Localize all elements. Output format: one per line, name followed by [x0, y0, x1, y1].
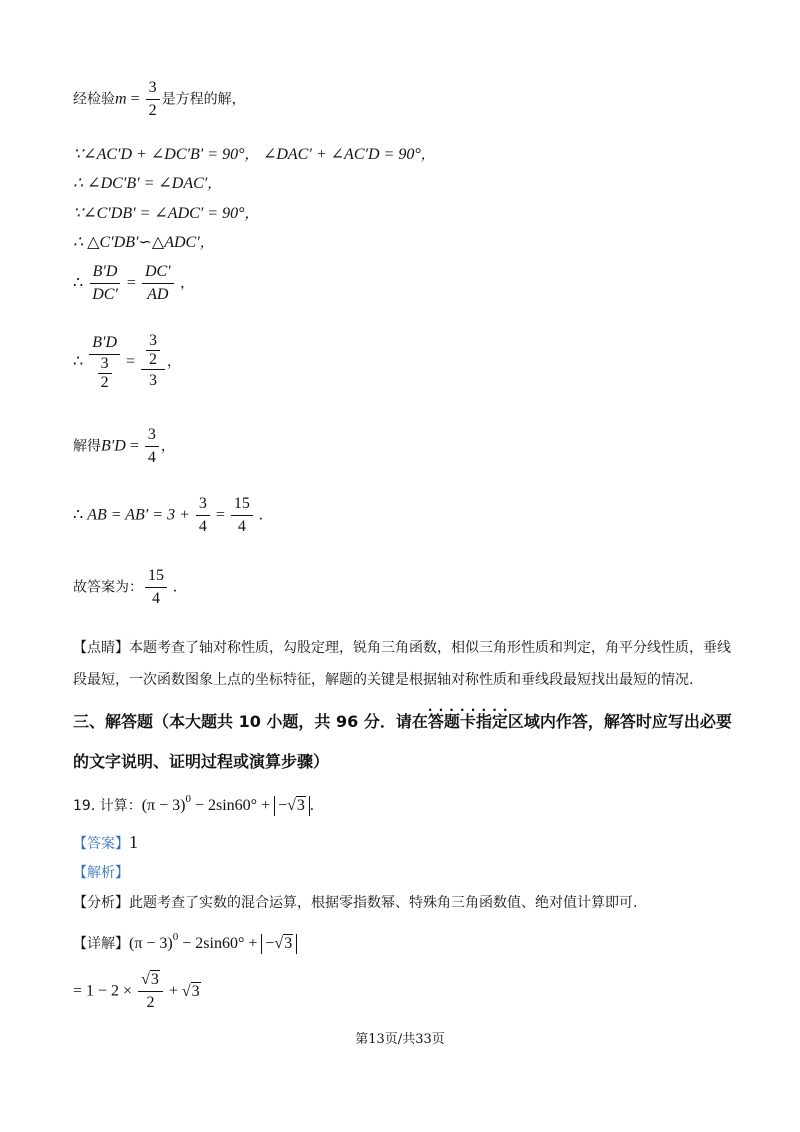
expr-part: − 2sin60° + — [178, 935, 262, 952]
equals: = — [211, 506, 229, 524]
sqrt: √3 — [181, 982, 200, 1000]
denominator: 2 — [146, 994, 155, 1011]
numerator: B′D — [90, 262, 121, 284]
fraction-3-4 — [145, 425, 159, 468]
denominator: 4 — [152, 590, 160, 607]
commentary-text: 本题考查了轴对称性质，勾股定理，锐角三角函数，相似三角形性质和判定，角平分线性质，垂线段最短，一次函数图象上点的坐标特征，解题的关键是根据轴对称性质和垂线段最短找出最短的情况. — [73, 640, 731, 688]
fenxi-tag: 【分析】 — [73, 895, 129, 911]
check-suffix: 是方程的解， — [161, 91, 246, 108]
sqrt: √3 — [287, 797, 305, 814]
question-19 — [73, 789, 314, 816]
angle-eq-2: ∠DAC′ + ∠AC′D = 90° — [262, 146, 421, 163]
punct: ， — [420, 147, 435, 163]
section-heading-part: 三、解答题（本大题共 10 小题，共 96 分．请在 — [73, 712, 428, 731]
fraction-3-2 — [146, 333, 160, 368]
fraction-sqrt3-2 — [138, 970, 163, 1013]
solve-line — [73, 425, 175, 468]
denominator: DC′ — [92, 286, 118, 303]
equals: = — [122, 353, 140, 370]
angle-equal-line — [73, 174, 221, 194]
answer-row — [73, 832, 138, 854]
numerator — [138, 970, 163, 992]
similar-line — [73, 233, 214, 253]
fraction-dc-ad — [142, 262, 174, 305]
angle-eq-4: ∵∠C′DB′ = ∠ADC′ = 90° — [73, 205, 245, 222]
radicand: 3 — [284, 935, 293, 952]
equals: = — [125, 437, 143, 455]
var-m: m — [115, 90, 127, 108]
numerator: DC′ — [142, 262, 174, 284]
punct: ， — [244, 206, 259, 222]
denominator: 4 — [147, 449, 156, 466]
denominator: 4 — [198, 518, 207, 535]
check-prefix: 经检验 — [73, 91, 115, 108]
answer-value: 1 — [129, 832, 138, 852]
punct: ， — [199, 235, 214, 251]
minus-sign: − — [278, 797, 288, 814]
question-label: 19. 计算： — [73, 798, 142, 814]
angle-sum-line — [73, 145, 435, 165]
numerator: 3 — [196, 494, 210, 516]
numerator: 15 — [231, 494, 253, 516]
answer-prefix: 故答案为： — [73, 579, 143, 596]
expr-part: = 1 − 2 × — [73, 982, 137, 1000]
fenxi-text: 此题考查了实数的混合运算，根据零指数幂、特殊角三角函数值、绝对值计算即可. — [129, 895, 638, 911]
step1-row — [73, 970, 201, 1013]
fraction-3-2 — [146, 78, 160, 121]
page-footer: 第13页/共33页 — [355, 1032, 445, 1047]
expr-part: + — [164, 982, 182, 1000]
final-answer-line — [73, 566, 177, 609]
absolute-value — [261, 934, 297, 954]
similar-statement: ∴ △C′DB′∽△ADC′ — [73, 234, 200, 251]
radicand: 3 — [150, 971, 159, 988]
fenxi-row — [73, 892, 637, 913]
substitution-line — [73, 333, 181, 391]
ratio-line — [73, 262, 194, 305]
therefore: ∴ — [73, 274, 88, 292]
fraction-15-4 — [231, 494, 253, 537]
section-3-heading-line2 — [73, 752, 329, 772]
denominator: 2 — [148, 102, 157, 119]
exponent: 0 — [172, 931, 179, 943]
denominator: AD — [147, 286, 169, 303]
numerator: 3 — [146, 333, 160, 351]
exponent: 0 — [185, 793, 191, 805]
punct: . — [169, 578, 177, 596]
therefore: ∴ — [73, 506, 88, 524]
check-line — [73, 78, 246, 121]
expr-part: (π − 3) — [129, 935, 173, 952]
denominator: 3 — [149, 372, 158, 389]
therefore: ∴ — [73, 353, 88, 370]
section-heading-part: 作答，解答时应写出必要 — [555, 712, 732, 731]
numerator: 3 — [145, 425, 159, 447]
fraction-3-4 — [196, 494, 210, 537]
fraction-bd-over-3-2 — [89, 333, 120, 391]
minus-sign: − — [265, 935, 275, 952]
numerator: B′D — [89, 333, 120, 355]
angle-eq-1: ∵∠AC′D + ∠DC′B′ = 90° — [73, 146, 245, 163]
commentary-paragraph — [73, 632, 733, 696]
lhs: AB = AB′ = 3 + — [87, 506, 194, 524]
sqrt: √3 — [274, 935, 293, 952]
angle-eq-3: ∴ ∠DC′B′ = ∠DAC′ — [73, 175, 208, 192]
radicand: 3 — [296, 797, 305, 814]
fraction-3-2 — [98, 356, 112, 391]
expr-part: − 2sin60° + — [190, 797, 275, 814]
numerator: 15 — [145, 566, 167, 588]
fraction-3-2-over-3 — [141, 333, 165, 391]
punct: ， — [160, 438, 175, 455]
commentary-tag: 【点睛】 — [73, 640, 129, 656]
ab-line — [73, 494, 263, 537]
numerator: 3 — [146, 78, 160, 100]
analysis-tag: 【解析】 — [73, 865, 129, 881]
analysis-row — [73, 862, 129, 883]
expr-part: (π − 3) — [141, 797, 186, 814]
section-3-heading-line1 — [73, 712, 732, 732]
fraction-bd-dc — [89, 262, 121, 305]
punct: . — [309, 797, 314, 814]
punct: . — [254, 506, 263, 524]
numerator — [141, 333, 165, 370]
equals: = — [122, 274, 140, 292]
detail-tag: 【详解】 — [73, 936, 129, 952]
denominator: 2 — [100, 374, 109, 391]
right-angle-line — [73, 204, 258, 224]
section-heading-part: 的文字说明、证明过程或演算步骤） — [73, 752, 330, 771]
punct: ， — [207, 176, 222, 192]
equals: = — [126, 90, 144, 108]
fraction-15-4 — [145, 566, 167, 609]
denominator: 2 — [149, 351, 158, 368]
punct: ， — [175, 275, 195, 292]
lhs: B′D — [101, 437, 126, 455]
sqrt: √3 — [141, 971, 159, 988]
radicand: 3 — [191, 982, 200, 1000]
solve-prefix: 解得 — [73, 438, 101, 455]
section-heading-emphasis: 答题卡指定区域内 · · · — [428, 712, 556, 731]
denominator: 4 — [237, 518, 246, 535]
answer-tag: 【答案】 — [73, 836, 129, 852]
denominator — [93, 355, 117, 391]
detail-row — [73, 927, 297, 954]
numerator: 3 — [98, 356, 112, 374]
punct: ， — [167, 354, 182, 370]
absolute-value — [274, 796, 310, 816]
separator: ， — [244, 147, 263, 163]
